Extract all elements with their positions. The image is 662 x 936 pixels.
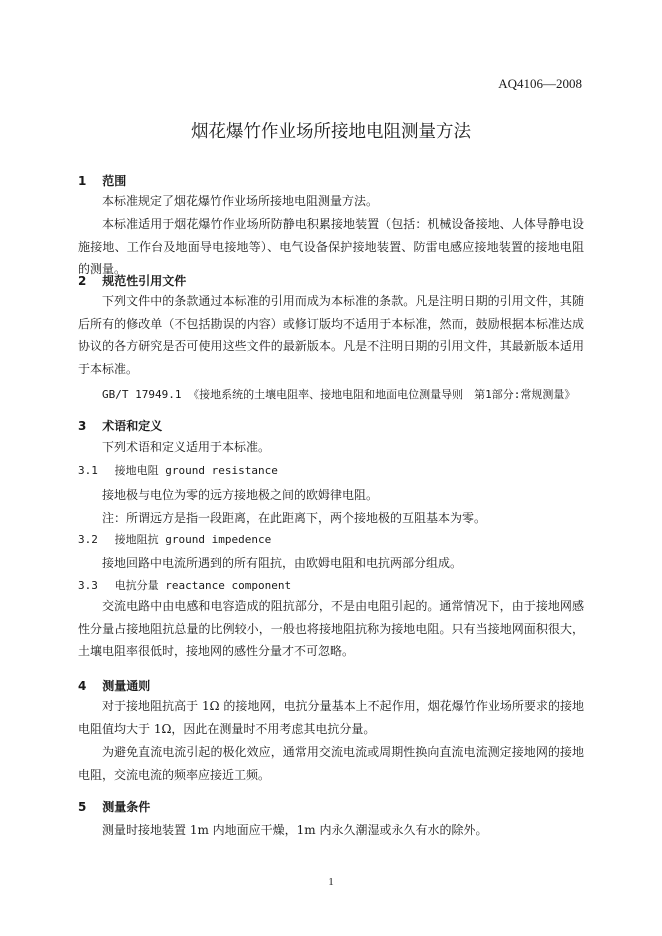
term-number: 3.2 xyxy=(78,533,98,546)
section-title: 范围 xyxy=(102,174,127,188)
page-number: 1 xyxy=(328,876,334,888)
s4-paragraph-2: 为避免直流电流引起的极化效应，通常用交流电流或周期性换向直流电流测定接地网的接地电阻，交流电流的频率应接近工频。 xyxy=(78,745,584,782)
s1-paragraph-2: 本标准适用于烟花爆竹作业场所防静电积累接地装置（包括：机械设备接地、人体导静电设施接地、工作台及地面导电接地等）、电气设备保护接地装置、防雷电感应接地装置的接地电阻的测量。 xyxy=(78,217,584,276)
section-number: 4 xyxy=(78,679,87,693)
term-number: 3.3 xyxy=(78,579,98,592)
s4-paragraph-1: 对于接地阻抗高于 1Ω 的接地网，电抗分量基本上不起作用，烟花爆竹作业场所要求的接地电阻值均大于 1Ω，因此在测量时不用考虑其电抗分量。 xyxy=(78,699,584,736)
section-number: 5 xyxy=(78,800,87,814)
normative-reference: GB/T 17949.1 《接地系统的土壤电阻率、接地电阻和地面电位测量导则 第1部分:常规测量》 xyxy=(102,388,576,401)
section-4-heading xyxy=(78,677,150,694)
term-3-2 xyxy=(78,531,271,547)
section-title: 测量通则 xyxy=(102,679,151,693)
term-3-3 xyxy=(78,577,291,593)
section-title: 测量条件 xyxy=(102,800,151,814)
term-name: 接地阻抗 ground impedence xyxy=(114,533,272,546)
s2-paragraph-1: 下列文件中的条款通过本标准的引用而成为本标准的条款。凡是注明日期的引用文件，其随后所有的修改单（不包括勘误的内容）或修订版均不适用于本标准，然而，鼓励根据本标准达成协议的各方研究是否可使用这些文件的最新版本。凡是不注明日期的引用文件，其最新版本适用于本标准。 xyxy=(78,294,584,376)
term-name: 接地电阻 ground resistance xyxy=(114,464,278,477)
section-5-heading xyxy=(78,798,150,815)
section-2-heading xyxy=(78,272,186,289)
s5-paragraph-1: 测量时接地装置 1m 内地面应干燥，1m 内永久潮湿或永久有水的除外。 xyxy=(102,823,488,837)
section-3-heading xyxy=(78,417,162,434)
section-number: 2 xyxy=(78,274,87,288)
term-name: 电抗分量 reactance component xyxy=(114,579,292,592)
section-title: 术语和定义 xyxy=(102,419,163,433)
term-3-2-definition: 接地回路中电流所遇到的所有阻抗，由欧姆电阻和电抗两部分组成。 xyxy=(102,556,463,570)
section-1-heading xyxy=(78,172,126,189)
section-number: 3 xyxy=(78,419,87,433)
term-3-1-definition: 接地极与电位为零的远方接地极之间的欧姆律电阻。 xyxy=(102,488,379,502)
standard-code: AQ4106—2008 xyxy=(498,76,582,91)
term-number: 3.1 xyxy=(78,464,98,477)
term-3-3-definition: 交流电路中由电感和电容造成的阻抗部分，不是由电阻引起的。通常情况下，由于接地网感性分量占接地阻抗总量的比例较小，一般也将接地阻抗称为接地电阻。只有当接地网面积很大，土壤电阻率很低时，接地网的感性分量才不可忽略。 xyxy=(78,599,584,658)
document-title: 烟花爆竹作业场所接地电阻测量方法 xyxy=(191,122,471,142)
section-number: 1 xyxy=(78,174,87,188)
term-3-1 xyxy=(78,462,278,478)
s1-paragraph-1: 本标准规定了烟花爆竹作业场所接地电阻测量方法。 xyxy=(102,194,379,208)
section-title: 规范性引用文件 xyxy=(102,274,187,288)
term-3-1-note: 注：所谓远方是指一段距离，在此距离下，两个接地极的互阻基本为零。 xyxy=(102,511,487,525)
s3-intro: 下列术语和定义适用于本标准。 xyxy=(102,440,271,454)
